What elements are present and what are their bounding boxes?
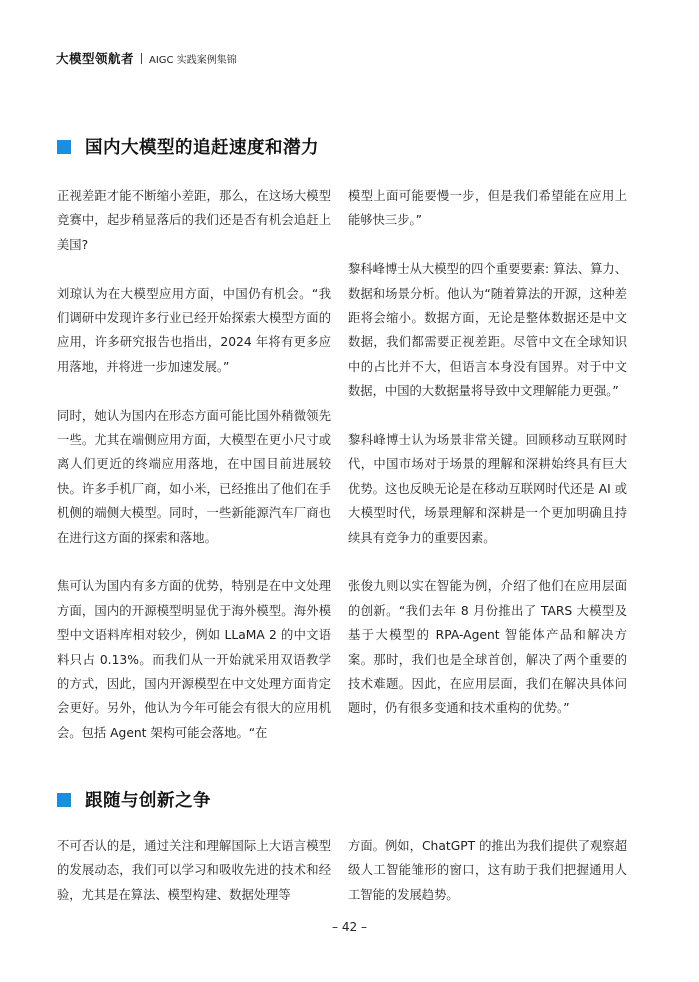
section-left-column xyxy=(57,834,331,907)
paragraph: 正视差距才能不断缩小差距，那么，在这场大模型竞赛中，起步稍显落后的我们还是否有机会追赶上美国? xyxy=(57,189,331,252)
publication-title: 大模型领航者 xyxy=(56,51,135,66)
paragraph: 黎科峰博士从大模型的四个重要要素: 算法、算力、数据和场景分析。他认为“随着算法的开源，这种差距将会缩小。数据方面，无论是整体数据还是中文数据，我们都需要正视差距。尽管中文在全球知识中的占比并不大，但语言本身没有国界。对于中文数据，中国的大数据量将导致中文理解能力更强。” xyxy=(348,262,627,399)
header-divider xyxy=(141,53,142,64)
paragraph: 刘琼认为在大模型应用方面，中国仍有机会。“我们调研中发现许多行业已经开始探索大模型方面的应用，许多研究报告也指出，2024 年将有更多应用落地，并将进一步加速发展。” xyxy=(57,286,331,374)
section-marker-icon xyxy=(57,793,71,807)
paragraph: 方面。例如，ChatGPT 的推出为我们提供了观察超级人工智能雏形的窗口，这有助于我们把握通用人工智能的发展趋势。 xyxy=(348,839,627,902)
paragraph: 焦可认为国内有多方面的优势，特别是在中文处理方面，国内的开源模型明显优于海外模型。海外模型中文语料库相对较少，例如 LLaMA 2 的中文语料只占 0.13%。而我们从一开始就采用双语教学的方式，因此，国内开源模型在中文处理方面肯定会更好。另外，他认为今年可能会有很大的应用机会。包括 Agent 架构可能会落地。“在 xyxy=(57,579,331,740)
paragraph: 不可否认的是，通过关注和理解国际上大语言模型的发展动态，我们可以学习和吸收先进的技术和经验，尤其是在算法、模型构建、数据处理等 xyxy=(57,839,331,902)
section-title: 跟随与创新之争 xyxy=(85,791,211,811)
section-title: 国内大模型的追赶速度和潜力 xyxy=(85,138,319,158)
page-header xyxy=(56,48,237,68)
section-right-column xyxy=(348,834,627,907)
paragraph: 模型上面可能要慢一步，但是我们希望能在应用上能够快三步。” xyxy=(348,189,627,228)
publication-subtitle: AIGC 实践案例集锦 xyxy=(149,54,237,66)
paragraph: 同时，她认为国内在形态方面可能比国外稍微领先一些。尤其在端侧应用方面，大模型在更小尺寸或离人们更近的终端应用落地，在中国目前进展较快。许多手机厂商，如小米，已经推出了他们在手机侧的端侧大模型。同时，一些新能源汽车厂商也在进行这方面的探索和落地。 xyxy=(57,408,331,545)
paragraph: 张俊九则以实在智能为例，介绍了他们在应用层面的创新。“我们去年 8 月份推出了 TARS 大模型及基于大模型的 RPA-Agent 智能体产品和解决方案。那时，我们也是全球首创，解决了两个重要的技术难题。因此，在应用层面，我们在解决具体问题时，仍有很多变通和技术重构的优势。” xyxy=(348,579,627,716)
section-left-column xyxy=(57,184,331,745)
paragraph: 黎科峰博士认为场景非常关键。回顾移动互联网时代，中国市场对于场景的理解和深耕始终具有巨大优势。这也反映无论是在移动互联网时代还是 AI 或大模型时代，场景理解和深耕是一个更加明确且持续具有竞争力的重要因素。 xyxy=(348,433,627,545)
page-number: – 42 – xyxy=(332,920,367,934)
section-right-column xyxy=(348,184,627,721)
section-heading xyxy=(57,134,319,159)
section-marker-icon xyxy=(57,140,71,154)
section-heading xyxy=(57,787,211,812)
